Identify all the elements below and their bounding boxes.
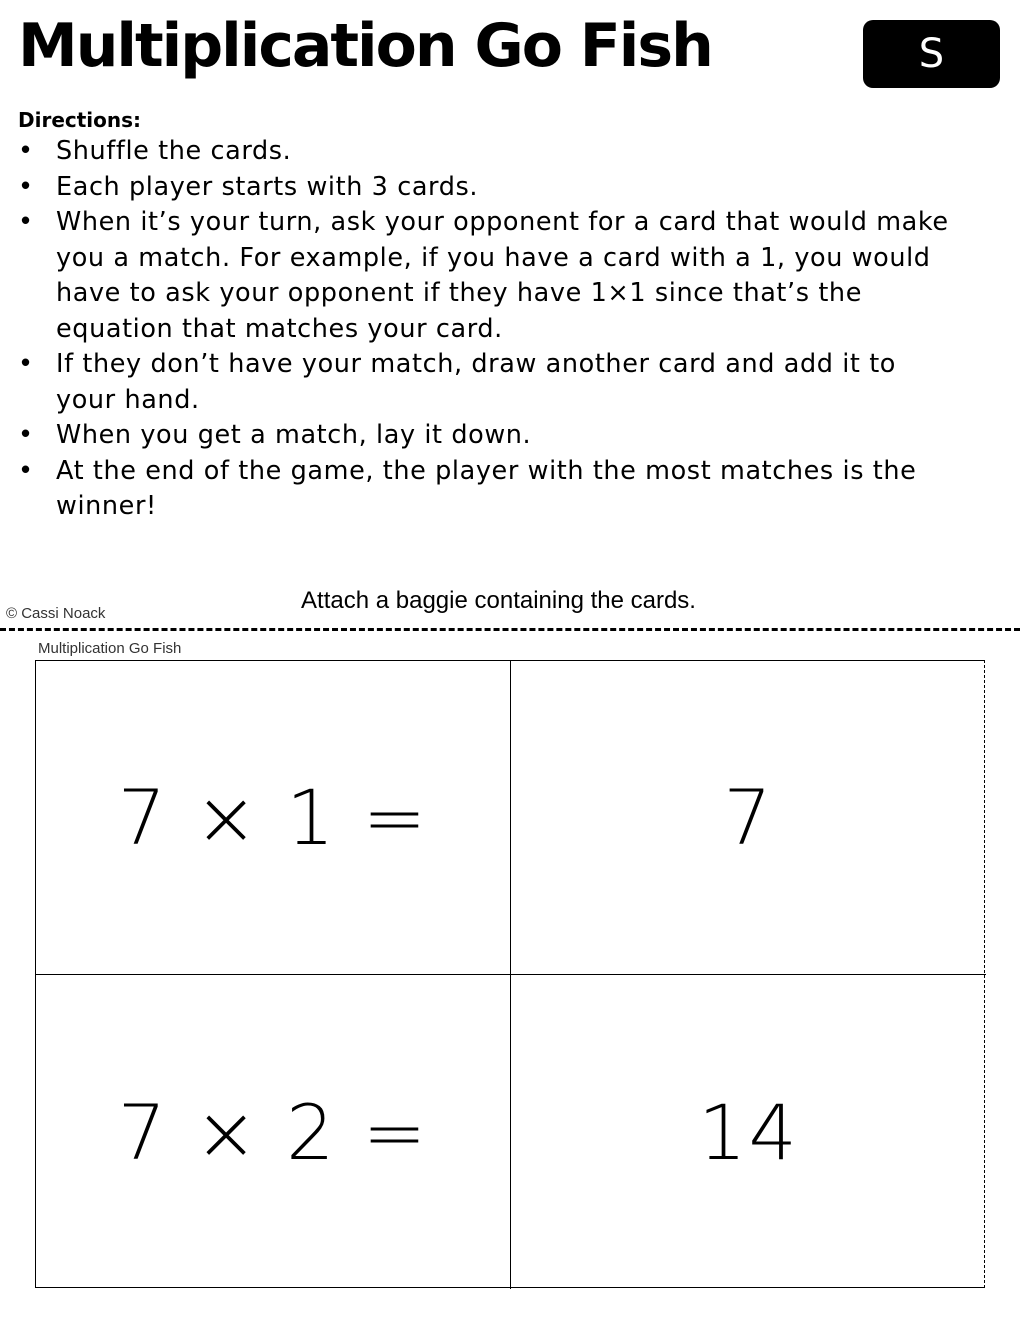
direction-text: When you get a match, lay it down. <box>56 420 532 450</box>
bullet: • <box>18 171 34 202</box>
direction-item <box>18 347 958 418</box>
card-equation: 7 × 2 = <box>36 975 511 1289</box>
level-badge: S <box>863 20 1000 88</box>
direction-text: Each player starts with 3 cards. <box>56 171 479 202</box>
card-equation: 7 × 1 = <box>36 661 511 975</box>
card-answer: 14 <box>698 1087 799 1177</box>
bullet: • <box>18 420 34 450</box>
attach-note: Attach a baggie containing the cards. <box>301 587 696 614</box>
direction-item <box>18 170 958 206</box>
direction-text: When it’s your turn, ask your opponent for a card that would make you a match. For example, if you have a card with a 1, you would have to ask your opponent if they have 1×1 since that’s the equation that matches your card. <box>56 207 949 344</box>
card-answer: 7 <box>511 661 986 975</box>
cards-caption: Multiplication Go Fish <box>38 640 182 657</box>
direction-text: Shuffle the cards. <box>56 136 292 166</box>
direction-text: If they don’t have your match, draw another card and add it to your hand. <box>56 349 897 415</box>
directions-list <box>18 134 958 525</box>
direction-text: At the end of the game, the player with the most matches is the winner! <box>56 455 917 521</box>
card-grid <box>35 660 985 1288</box>
direction-item <box>18 454 958 525</box>
direction-item <box>18 134 958 170</box>
directions-heading: Directions: <box>18 108 142 132</box>
cut-line <box>0 628 1020 631</box>
direction-item <box>18 205 958 347</box>
bullet: • <box>18 349 34 379</box>
direction-item <box>18 418 958 454</box>
bullet: • <box>18 207 34 237</box>
bullet: • <box>18 455 34 486</box>
page-title: Multiplication Go Fish <box>18 11 712 81</box>
bullet: • <box>18 136 34 166</box>
copyright-notice: © Cassi Noack <box>6 605 106 622</box>
